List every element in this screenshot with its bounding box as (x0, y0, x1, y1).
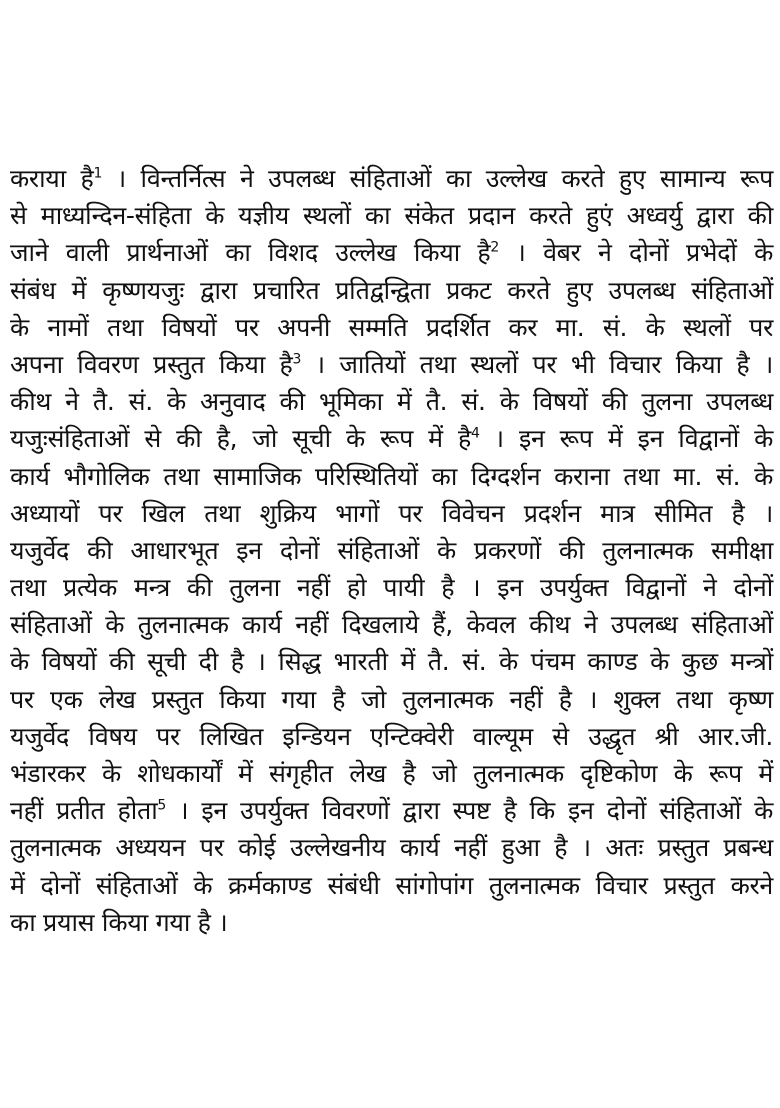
text-line-1: कराया है$^1$ । विन्तर्नित्स ने उपलब्ध संहिताओं का उल्लेख करते हुए सामान्य रूप (10, 164, 773, 193)
footnote-marker-5: 5 (157, 797, 167, 814)
footnote-marker-4: 4 (470, 425, 480, 442)
body-paragraph (10, 160, 773, 941)
text-line-21: का प्रयास किया गया है । (10, 907, 228, 937)
text-line-15: पर एक लेख प्रस्तुत किया गया है जो तुलनात्मक नहीं है । शुक्ल तथा कृष्ण (10, 684, 773, 714)
text-line-10: अध्यायों पर खिल तथा शुक्रिय भागों पर विवेचन प्रदर्शन मात्र सीमित है । (10, 498, 773, 528)
text-line-5: के नामों तथा विषयों पर अपनी सम्मति प्रदर्शित कर मा. सं. के स्थलों पर (10, 312, 773, 342)
text-line-7: कीथ ने तै. सं. के अनुवाद की भूमिका में तै. सं. के विषयों की तुलना उपलब्ध (10, 387, 773, 417)
text-line-9: कार्य भौगोलिक तथा सामाजिक परिस्थितियों का दिग्दर्शन कराना तथा मा. सं. के (10, 461, 773, 491)
text-line-4: संबंध में कृष्णयजुः द्वारा प्रचारित प्रतिद्वन्द्विता प्रकट करते हुए उपलब्ध संहिताओं (10, 275, 773, 305)
text-line-8: यजुःसंहिताओं से की है, जो सूची के रूप में है$^4$ । इन रूप में इन विद्वानों के (10, 424, 773, 454)
text-line-19: तुलनात्मक अध्ययन पर कोई उल्लेखनीय कार्य नहीं हुआ है । अतः प्रस्तुत प्रबन्ध (10, 833, 773, 863)
footnote-marker-2: 2 (490, 240, 499, 257)
text-line-6: अपना विवरण प्रस्तुत किया है$^3$ । जातियों तथा स्थलों पर भी विचार किया है । (10, 349, 773, 379)
text-line-12: तथा प्रत्येक मन्त्र की तुलना नहीं हो पायी है । इन उपर्युक्त विद्वानों ने दोनों (10, 573, 773, 603)
text-line-18: नहीं प्रतीत होता$^5$ । इन उपर्युक्त विवरणों द्वारा स्पष्ट है कि इन दोनों संहिताओं के (10, 796, 773, 826)
text-line-13: संहिताओं के तुलनात्मक कार्य नहीं दिखलाये हैं, केवल कीथ ने उपलब्ध संहिताओं (10, 610, 773, 640)
text-line-3: जाने वाली प्रार्थनाओं का विशद उल्लेख किया है$^2$ । वेबर ने दोनों प्रभेदों के (10, 238, 773, 268)
text-line-16: यजुर्वेद विषय पर लिखित इन्डियन एन्टिक्वेरी वाल्यूम से उद्धृत श्री आर.जी. (10, 721, 773, 751)
text-line-2: से माध्यन्दिन-संहिता के यज्ञीय स्थलों का संकेत प्रदान करते हुएं अध्वर्यु द्वारा की (10, 201, 773, 231)
text-line-20: में दोनों संहिताओं के क्रर्मकाण्ड संबंधी सांगोपांग तुलनात्मक विचार प्रस्तुत करने (10, 870, 773, 900)
footnote-marker-3: 3 (292, 351, 302, 368)
text-line-17: भंडारकर के शोधकार्यों में संगृहीत लेख है जो तुलनात्मक दृष्टिकोण के रूप में (10, 759, 773, 788)
footnote-marker-1: 1 (93, 165, 103, 182)
text-line-14: के विषयों की सूची दी है । सिद्ध भारती में तै. सं. के पंचम काण्ड के कुछ मन्त्रों (10, 647, 773, 677)
text-line-11: यजुर्वेद की आधारभूत इन दोनों संहिताओं के प्रकरणों की तुलनात्मक समीक्षा (10, 535, 773, 565)
